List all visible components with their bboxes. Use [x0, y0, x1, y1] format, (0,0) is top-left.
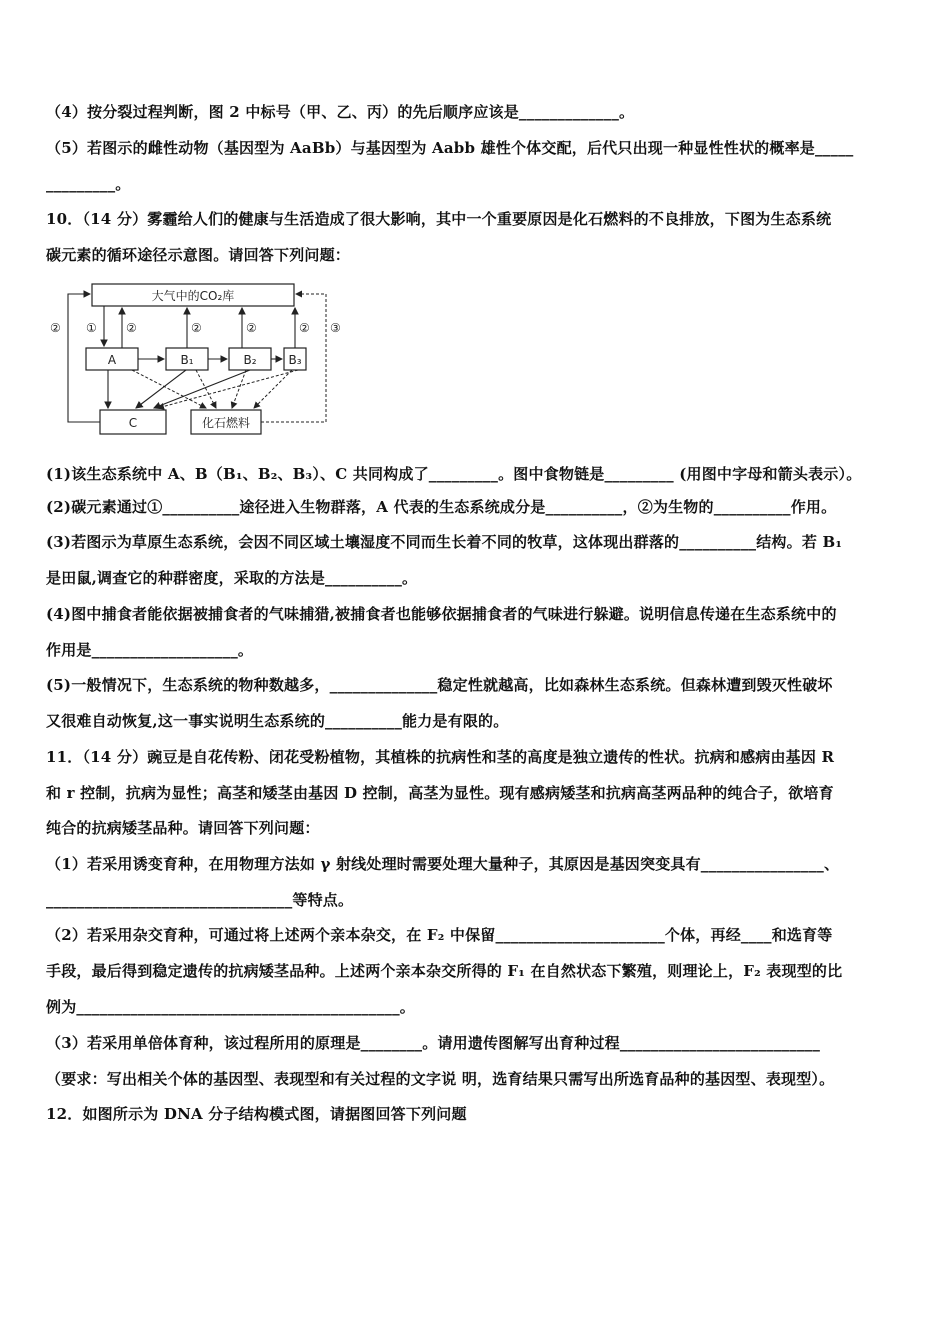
node-a-label: A — [107, 353, 117, 367]
q11-part3-line: （3）若采用单倍体育种，该过程所用的原理是________。请用遗传图解写出育种过程__________________________ — [46, 1034, 821, 1052]
node-b2-label: B₂ — [243, 353, 257, 367]
q9-part4-line: （4）按分裂过程判断，图 2 中标号（甲、乙、丙）的先后顺序应该是_____________。 — [46, 103, 635, 121]
q10-part5-cont-line: 又很难自动恢复,这一事实说明生态系统的__________能力是有限的。 — [46, 712, 509, 730]
co2-pool-label: 大气中的CO₂库 — [151, 289, 235, 303]
mark-3-combustion: ③ — [330, 321, 341, 335]
q11-intro-cont-line: 纯合的抗病矮茎品种。请回答下列问题： — [46, 819, 320, 837]
q10-part3-cont-line: 是田鼠,调查它的种群密度，采取的方法是__________。 — [46, 569, 418, 587]
mark-2-respiration-b1: ② — [191, 321, 202, 335]
q11-part2-line: （2）若采用杂交育种，可通过将上述两个亲本杂交，在 F₂ 中保留______________________个体，再经____和选育等 — [46, 926, 833, 944]
node-b3-label: B₃ — [288, 353, 302, 367]
mark-2-respiration-b2: ② — [246, 321, 257, 335]
q11-intro-line: 和 r 控制，抗病为显性；高茎和矮茎由基因 D 控制，高茎为显性。现有感病矮茎和抗病高茎两品种的纯合子，欲培育 — [46, 784, 834, 802]
q10-part1-line: (1)该生态系统中 A、B（B₁、B₂、B₃）、C 共同构成了_________。图中食物链是_________ (用图中字母和箭头表示）。 — [46, 465, 862, 483]
q10-part4-line: (4)图中捕食者能依据被捕食者的气味捕猎,被捕食者也能够依据捕食者的气味进行躲避。说明信息传递在生态系统中的 — [46, 605, 837, 623]
q11-part1-line: （1）若采用诱变育种，在用物理方法如 γ 射线处理时需要处理大量种子，其原因是基因突变具有________________、 — [46, 855, 840, 873]
mark-1-photosynthesis: ① — [86, 321, 97, 335]
q10-intro-line: 碳元素的循环途径示意图。请回答下列问题： — [46, 246, 351, 264]
q10-part3-line: (3)若图示为草原生态系统，会因不同区域土壤湿度不同而生长着不同的牧草，这体现出群落的__________结构。若 B₁ — [46, 533, 843, 551]
carbon-cycle-diagram — [46, 280, 346, 440]
q11-part2-ratio-line: 例为__________________________________________。 — [46, 998, 416, 1016]
q11-part2-cont-line: 手段，最后得到稳定遗传的抗病矮茎品种。上述两个亲本杂交所得的 F₁ 在自然状态下繁殖，则理论上，F₂ 表现型的比 — [46, 962, 843, 980]
q9-part5-blank-line: _________。 — [46, 175, 131, 193]
q11-part1-cont-line: ________________________________等特点。 — [46, 891, 354, 909]
q10-header-line: 10．（14 分）雾霾给人们的健康与生活造成了很大影响，其中一个重要原因是化石燃料的不良排放，下图为生态系统 — [46, 210, 832, 228]
q11-header-line: 11．（14 分）豌豆是自花传粉、闭花受粉植物，其植株的抗病性和茎的高度是独立遗传的性状。抗病和感病由基因 R — [46, 748, 835, 766]
mark-2-respiration-b3: ② — [299, 321, 310, 335]
node-c-label: C — [128, 416, 138, 430]
q10-part4-cont-line: 作用是___________________。 — [46, 641, 254, 659]
node-b1-label: B₁ — [180, 353, 194, 367]
q10-part5-line: (5)一般情况下，生态系统的物种数越多，______________稳定性就越高，比如森林生态系统。但森林遭到毁灭性破坏 — [46, 676, 833, 694]
q9-part5-line: （5）若图示的雌性动物（基因型为 AaBb）与基因型为 Aabb 雄性个体交配，后代只出现一种显性性状的概率是_____ — [46, 139, 854, 157]
q10-part2-line: (2)碳元素通过①__________途径进入生物群落，A 代表的生态系统成分是__________，②为生物的__________作用。 — [46, 498, 837, 516]
mark-2-respiration-a: ② — [126, 321, 137, 335]
fossil-fuel-label: 化石燃料 — [201, 416, 251, 430]
q11-part3-req-line: （要求：写出相关个体的基因型、表现型和有关过程的文字说 明，选育结果只需写出所选育品种的基因型、表现型）。 — [46, 1070, 835, 1088]
mark-2-respiration-c: ② — [50, 321, 61, 335]
q12-header-line: 12．如图所示为 DNA 分子结构模式图，请据图回答下列问题 — [46, 1105, 467, 1123]
